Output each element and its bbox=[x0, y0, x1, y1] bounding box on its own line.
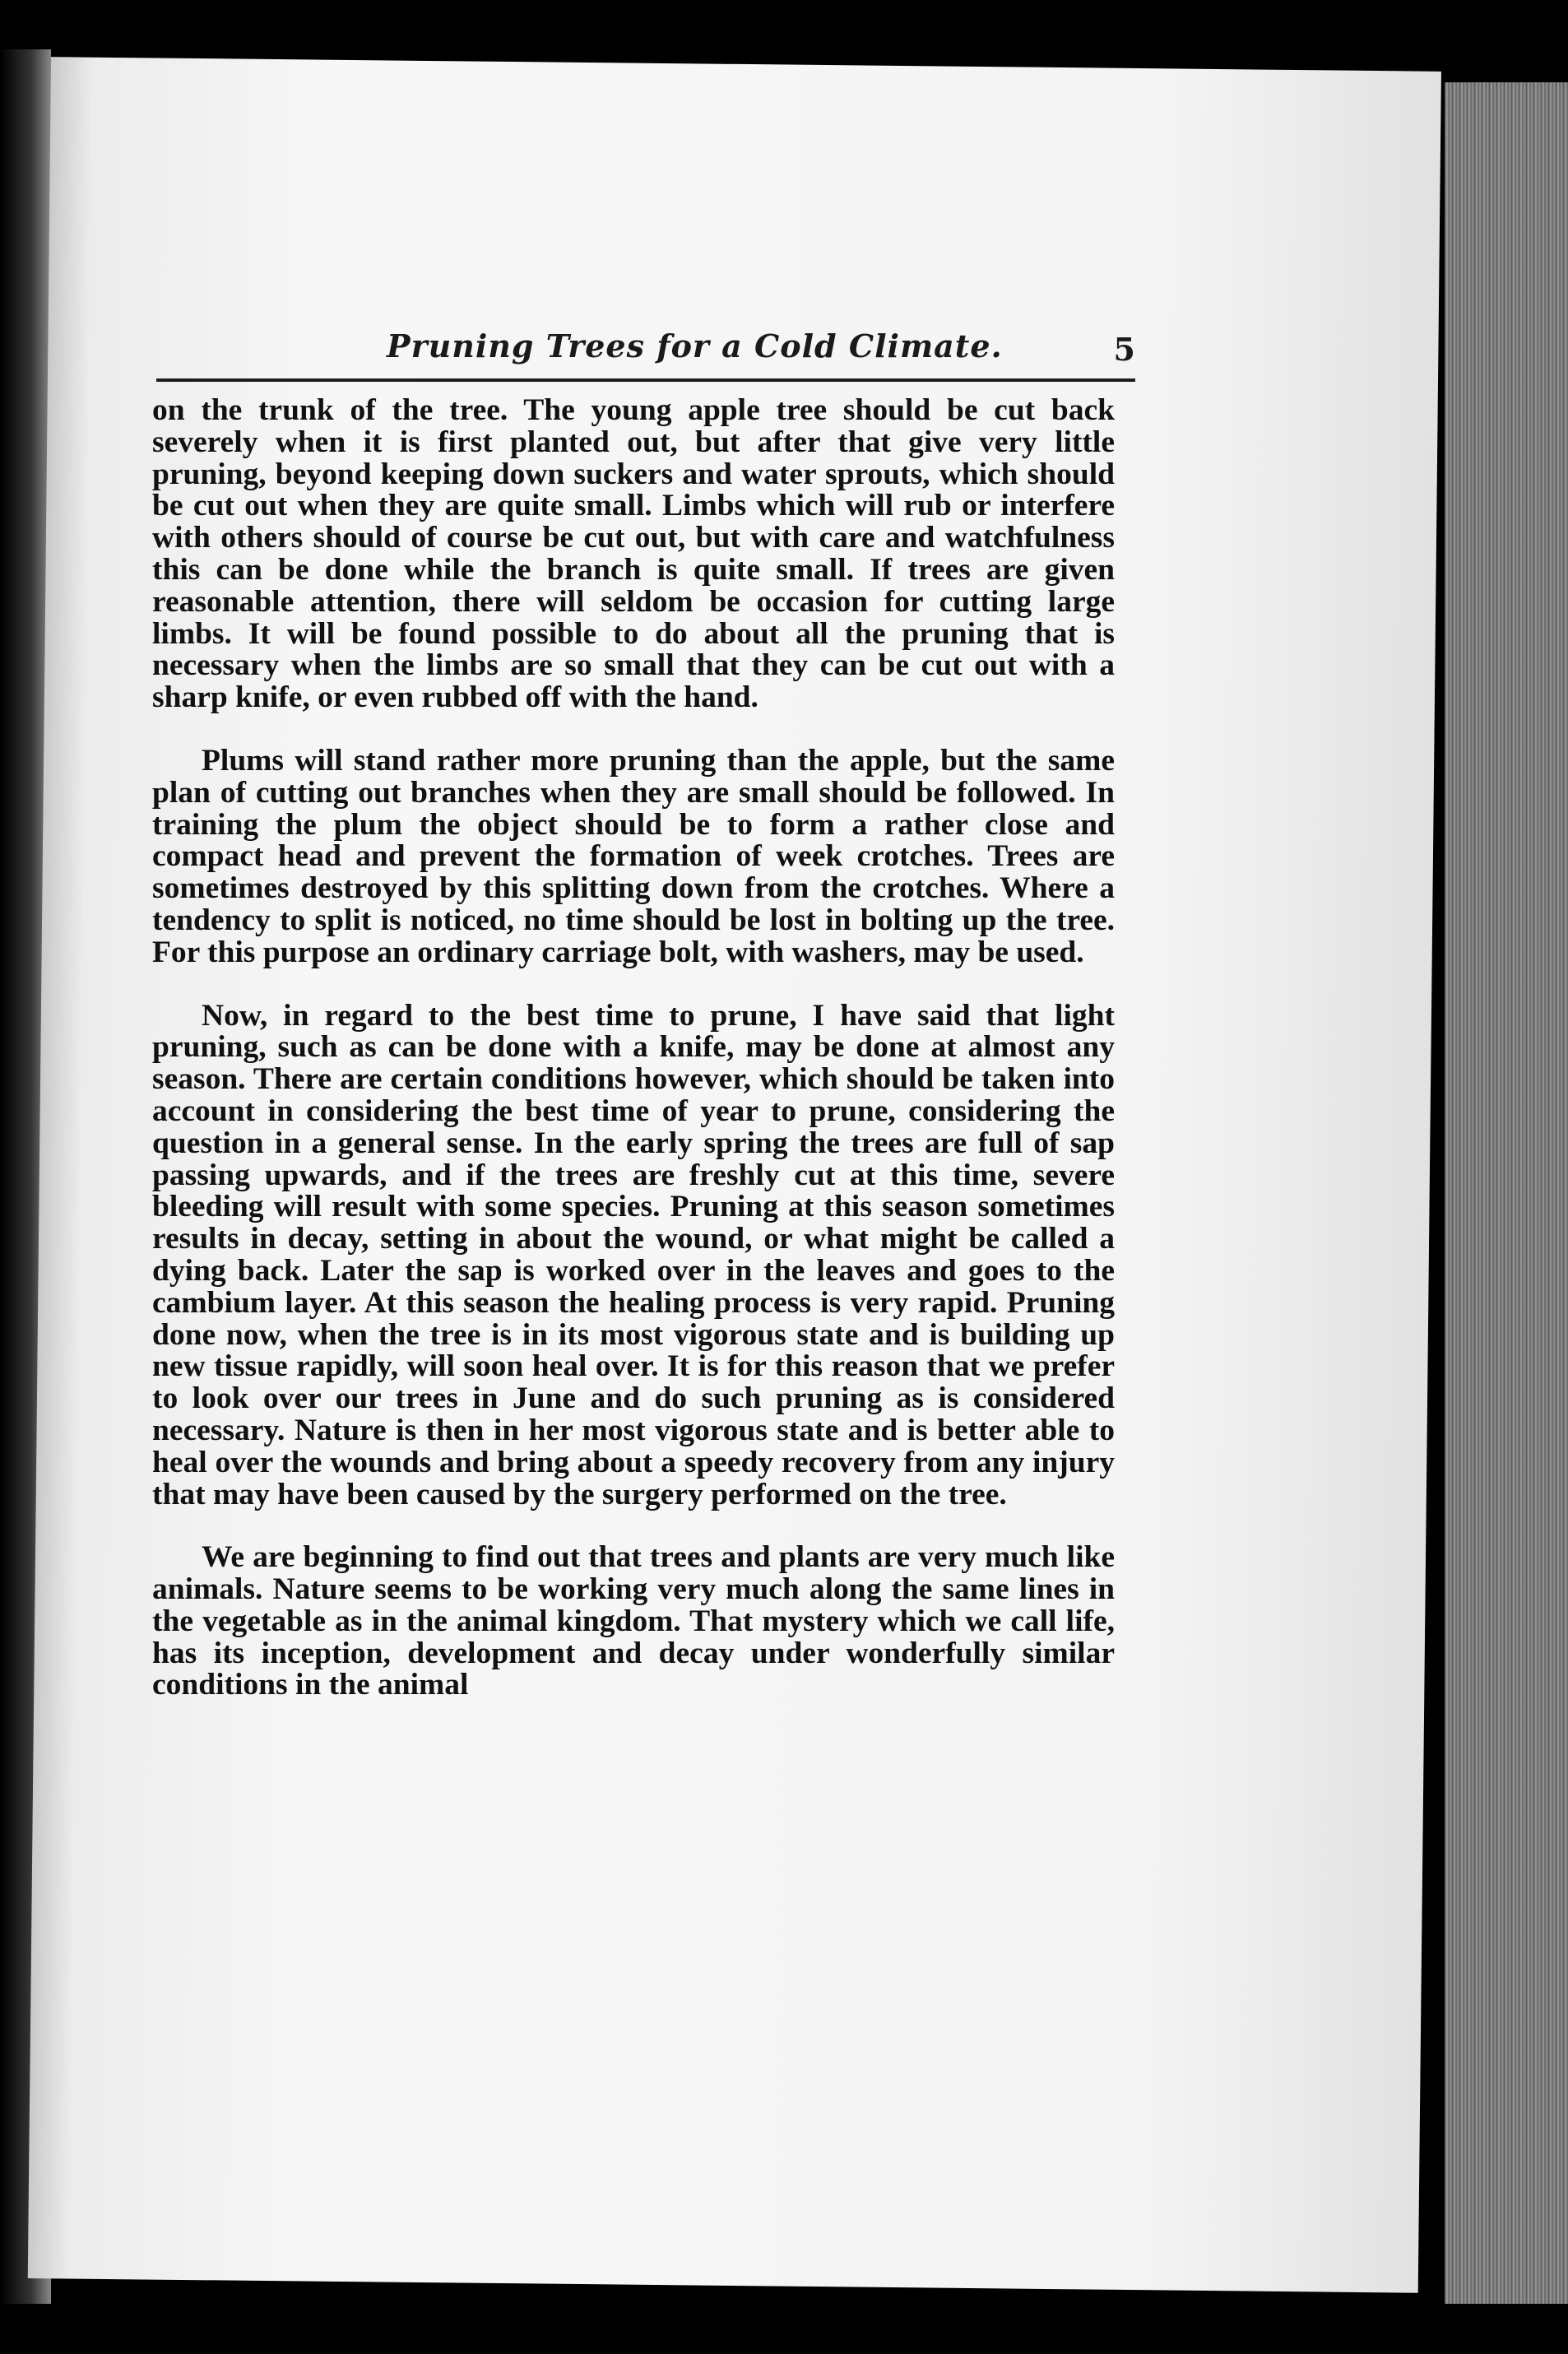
paragraph-3: Now, in regard to the best time to prune, I have said that light pruning, such as can be done with a knife, may be done at almost any season. There are certain conditions however, which should be taken into account in considering the best time of year to prune, considering the question in a general sense. In the early spring the trees are full of sap passing upwards, and if the trees are freshly cut at this time, severe bleeding will result with some species. Pruning at this season sometimes results in decay, setting in about the wound, or what might be called a dying back. Later the sap is worked over in the leaves and goes to the cambium layer. At this season the healing process is very rapid. Pruning done now, when the tree is in its most vigorous state and is building up new tissue rapidly, will soon heal over. It is for this reason that we prefer to look over our trees in June and do such pruning as is considered necessary. Nature is then in her most vigorous state and is better able to heal over the wounds and bring about a speedy recovery from any injury that may have been caused by the surgery performed on the tree. bbox=[152, 998, 1115, 1511]
paragraph-4: We are beginning to find out that trees and plants are very much like animals. Nature seems to be working very much along the same lines in the vegetable as in the animal kingdom. That mystery which we call life, has its inception, development and decay under wonderfully similar conditions in the animal bbox=[152, 1540, 1115, 1702]
page-edges bbox=[1445, 82, 1568, 2304]
paragraph-1: on the trunk of the tree. The young apple tree should be cut back severely when it is first planted out, but after that give very little pruning, beyond keeping down suckers and water sprouts, which should be cut out when they are quite small. Limbs which will rub or interfere with others should of course be cut out, but with care and watchfulness this can be done while the branch is quite small. If trees are given reasonable attention, there will seldom be occasion for cutting large limbs. It will be found possible to do about all the pruning that is necessary when the limbs are so small that they can be cut out with a sharp knife, or even rubbed off with the hand. bbox=[152, 393, 1115, 715]
running-title: Pruning Trees for a Cold Climate. bbox=[387, 327, 1003, 364]
page-number: 5 bbox=[1113, 331, 1135, 368]
header-rule bbox=[156, 378, 1135, 382]
body-text bbox=[152, 395, 1115, 1733]
paragraph-2: Plums will stand rather more pruning than the apple, but the same plan of cutting out branches when they are small should be followed. In training the plum the object should be to form a rather close and compact head and prevent the formation of week crotches. Trees are sometimes destroyed by this splitting down from the crotches. Where a tendency to split is noticed, no time should be lost in bolting up the tree. For this purpose an ordinary carriage bolt, with washers, may be used. bbox=[152, 743, 1115, 969]
running-header bbox=[156, 327, 1135, 369]
